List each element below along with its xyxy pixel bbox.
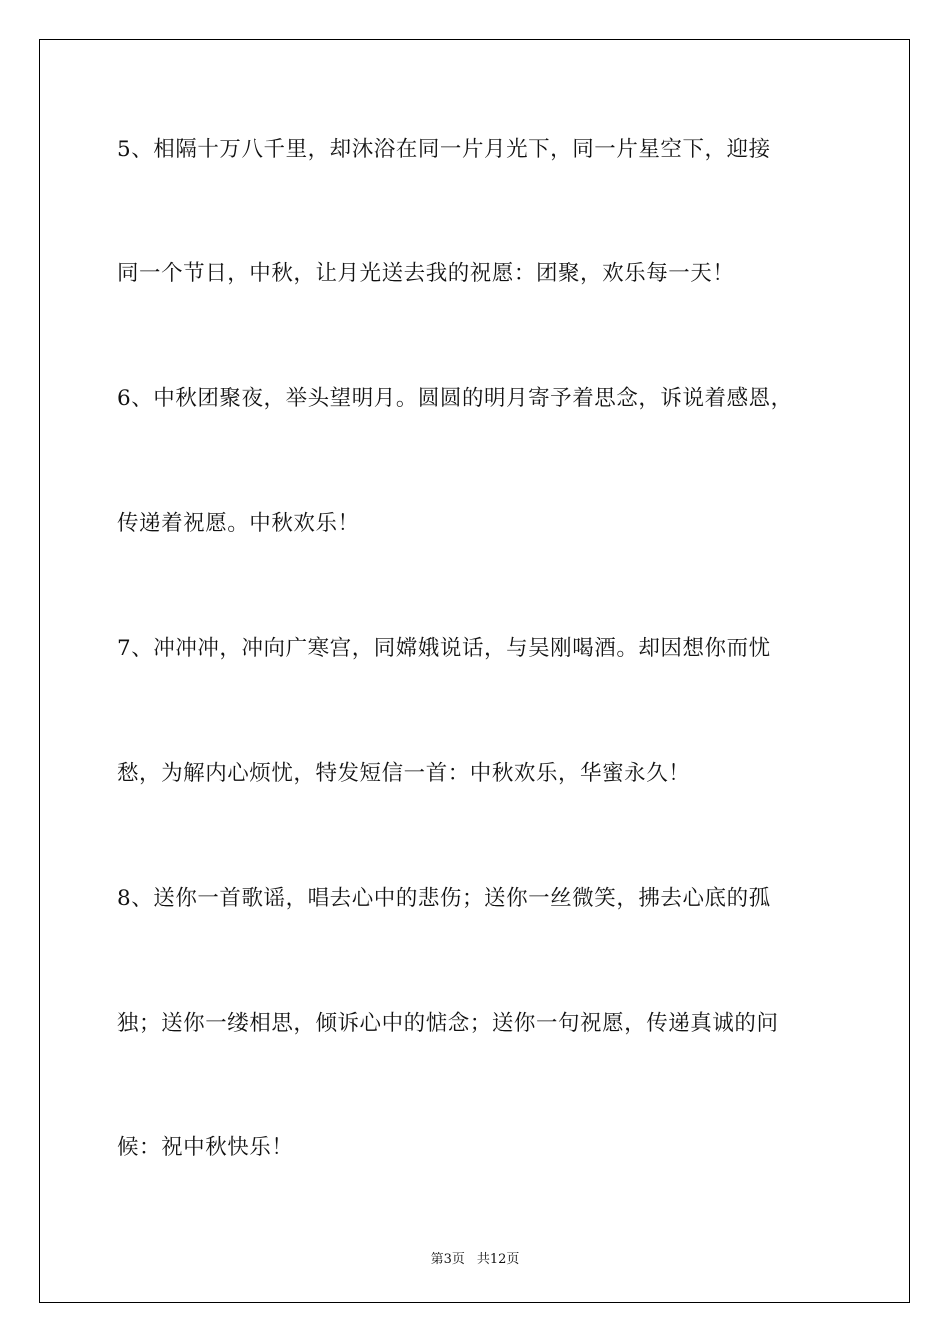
body-line-8: 独；送你一缕相思，倾诉心中的惦念；送你一句祝愿，传递真诚的问 — [117, 1011, 779, 1036]
body-line-3: 6、中秋团聚夜，举头望明月。圆圆的明月寄予着思念，诉说着感恩， — [117, 386, 793, 411]
body-line-6: 愁，为解内心烦忧，特发短信一首：中秋欢乐，华蜜永久！ — [117, 761, 691, 786]
page-number: 第3页 — [430, 1252, 465, 1267]
body-line-1: 5、相隔十万八千里，却沐浴在同一片月光下，同一片星空下，迎接 — [117, 137, 771, 162]
body-line-7: 8、送你一首歌谣，唱去心中的悲伤；送你一丝微笑，拂去心底的孤 — [117, 886, 771, 911]
body-line-5: 7、冲冲冲，冲向广寒宫，同嫦娥说话，与吴刚喝酒。却因想你而忧 — [117, 636, 771, 661]
body-line-9: 候：祝中秋快乐！ — [117, 1135, 294, 1160]
body-line-4: 传递着祝愿。中秋欢乐！ — [117, 511, 360, 536]
page-total: 共12页 — [476, 1252, 520, 1267]
page-footer — [0, 1248, 950, 1267]
page-frame — [39, 39, 910, 1303]
body-line-2: 同一个节日，中秋，让月光送去我的祝愿：团聚，欢乐每一天！ — [117, 261, 735, 286]
